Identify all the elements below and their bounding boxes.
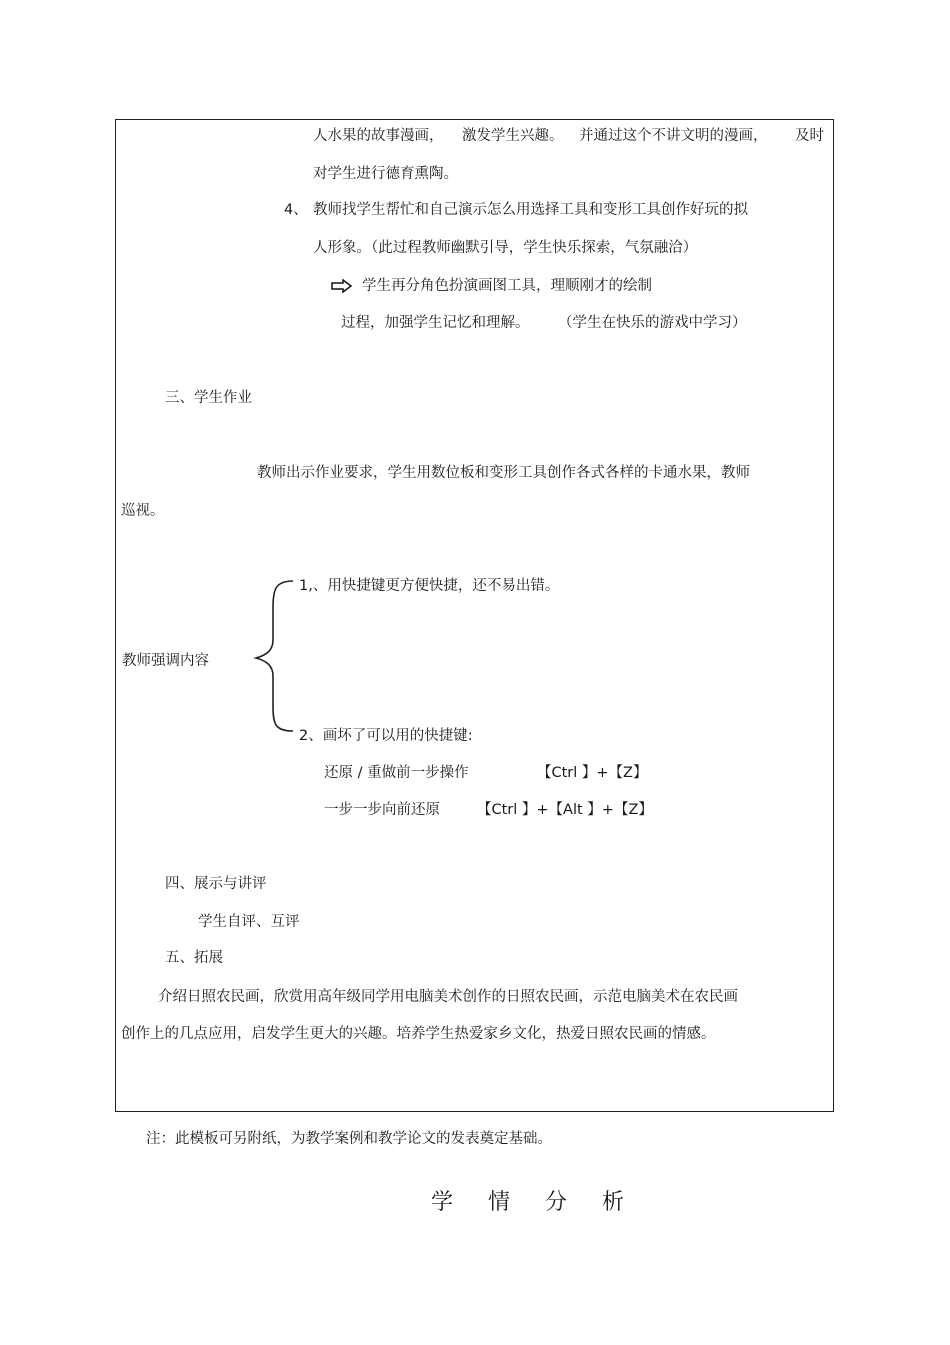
item-4-line-2: 人形象。（此过程教师幽默引导，学生快乐探索，气氛融洽）: [313, 240, 698, 256]
emphasis-item-2: 2、画坏了可以用的快捷键:: [299, 728, 473, 744]
section-5-line-1: 介绍日照农民画，欣赏用高年级同学用电脑美术创作的日照农民画，示范电脑美术在农民画: [158, 989, 738, 1005]
section-3-line-2: 巡视。: [121, 503, 165, 519]
item-4-line-1: 教师找学生帮忙和自己演示怎么用选择工具和变形工具创作好玩的拟: [313, 202, 748, 218]
shortcut-2-label: 一步一步向前还原: [324, 802, 440, 818]
section-3-title: 三、学生作业: [165, 390, 252, 406]
text-line-1d: 及时: [795, 128, 824, 144]
next-page-title: 学 情 分 析: [431, 1190, 638, 1215]
shortcut-2-keys: 【Ctrl 】+【Alt 】+【Z】: [477, 802, 653, 818]
item-4-number: 4、: [284, 202, 308, 218]
shortcut-1-label: 还原 / 重做前一步操作: [324, 765, 469, 781]
section-4-line: 学生自评、互评: [198, 914, 300, 930]
section-3-line-1: 教师出示作业要求，学生用数位板和变形工具创作各式各样的卡通水果，教师: [257, 465, 750, 481]
left-curly-brace-icon: [253, 578, 295, 734]
emphasis-item-1: 1,、用快捷键更方便快捷，还不易出错。: [299, 578, 560, 594]
text-line-1b: 激发学生兴趣。: [462, 128, 564, 144]
arrow-line-2b: （学生在快乐的游戏中学习）: [558, 315, 747, 331]
text-line-1a: 人水果的故事漫画，: [313, 128, 444, 144]
hollow-right-arrow-icon: [331, 279, 353, 293]
text-line-2: 对学生进行德育熏陶。: [313, 166, 458, 182]
text-line-1c: 并通过这个不讲文明的漫画，: [579, 128, 768, 144]
emphasis-label: 教师强调内容: [122, 653, 209, 669]
footnote: 注：此模板可另附纸，为教学案例和教学论文的发表奠定基础。: [146, 1131, 552, 1147]
section-5-title: 五、拓展: [165, 950, 223, 966]
section-5-line-2: 创作上的几点应用，启发学生更大的兴趣。培养学生热爱家乡文化，热爱日照农民画的情感。: [121, 1026, 716, 1042]
section-4-title: 四、展示与讲评: [165, 876, 267, 892]
shortcut-1-keys: 【Ctrl 】+【Z】: [537, 765, 648, 781]
arrow-line-2a: 过程，加强学生记忆和理解。: [341, 315, 530, 331]
arrow-line-1: 学生再分角色扮演画图工具，理顺刚才的绘制: [362, 278, 652, 294]
